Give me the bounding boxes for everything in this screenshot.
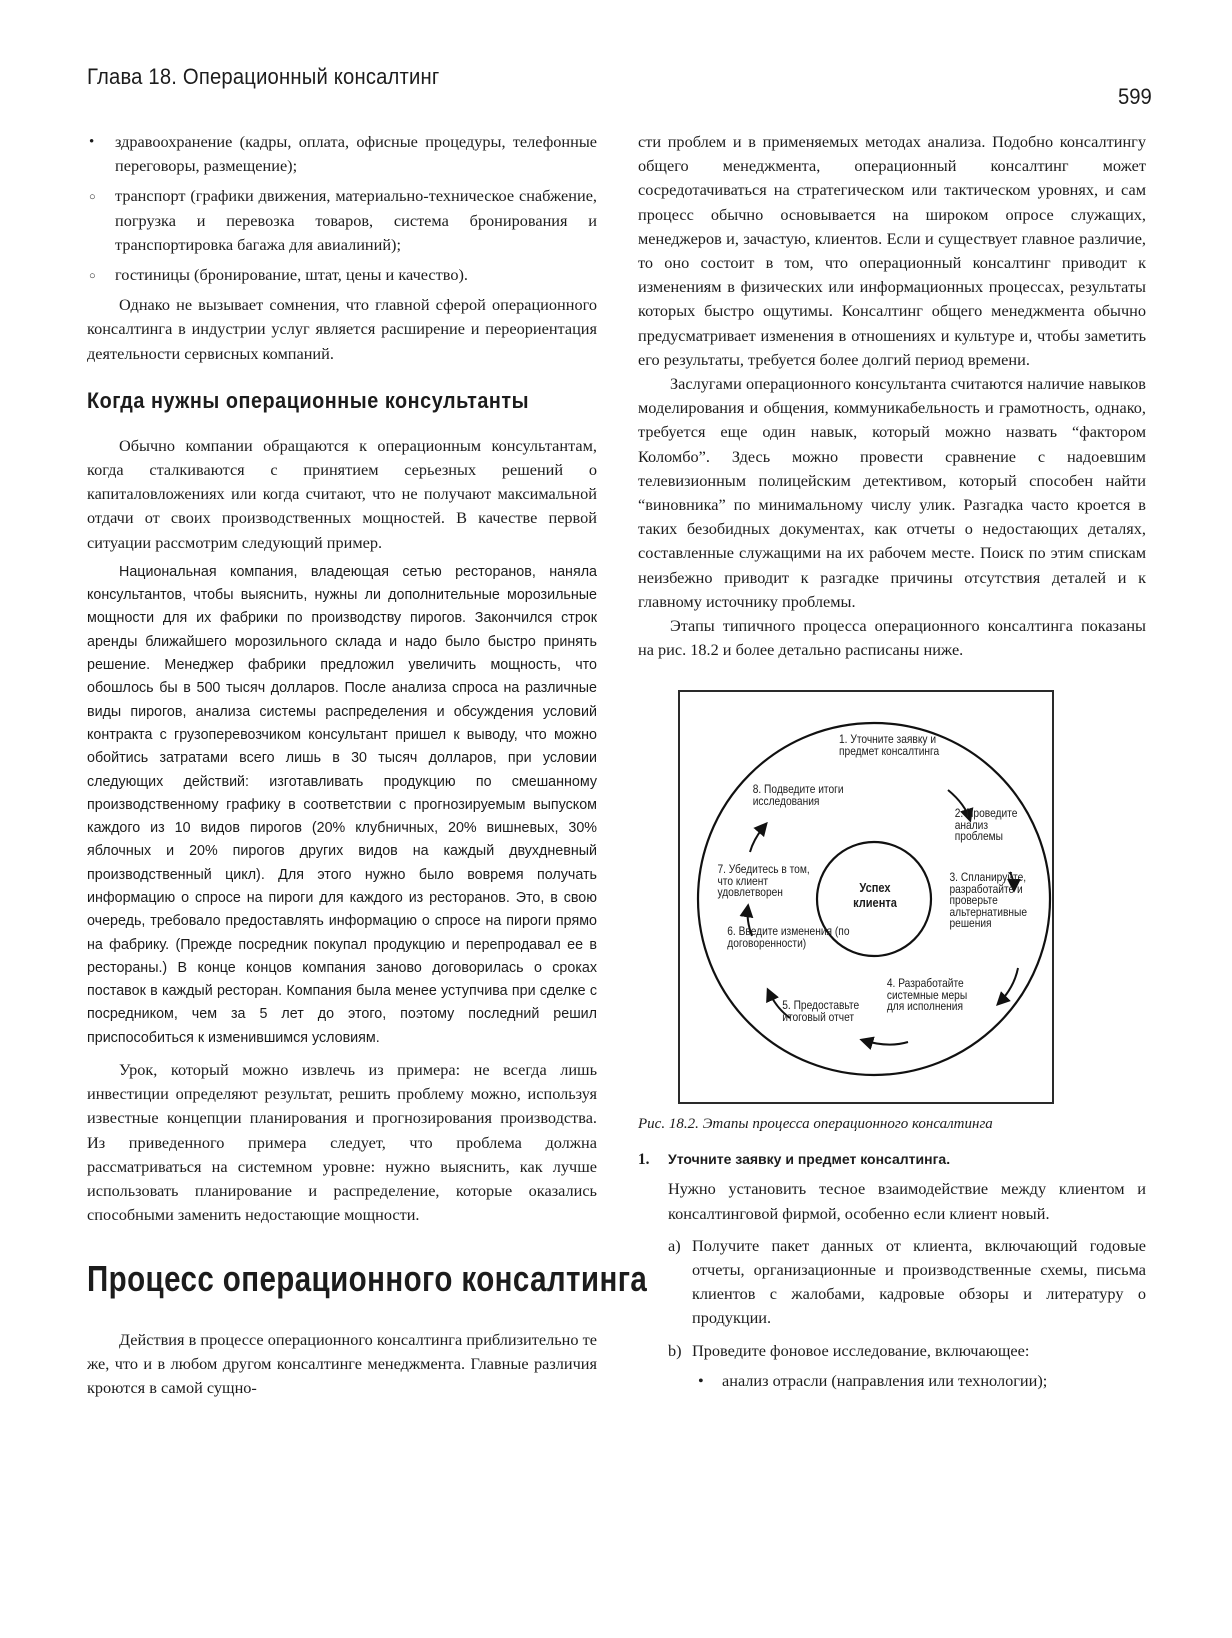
arrow-7-8	[750, 824, 766, 852]
subitem-b-text: Проведите фоновое исследование, включающее:	[692, 1340, 1030, 1360]
figure-step-7: 7. Убедитесь в том, что клиент удовлетворен	[717, 862, 810, 900]
arrow-4-5	[862, 1040, 908, 1045]
paragraph-stages-ref: Этапы типичного процесса операционного консалтинга показаны на рис. 18.2 и более детально расписаны ниже.	[638, 616, 1146, 660]
step-1-heading	[638, 1151, 1146, 1169]
figure-step-3: 3. Спланируйте, разработайте и проверьте альтернативные решения	[949, 870, 1028, 931]
step-1-number: 1.	[638, 1151, 650, 1169]
right-column	[638, 130, 1146, 1393]
subitem-b-bullet-text: анализ отрасли (направления или технологии);	[722, 1370, 1048, 1390]
example-pie-factory: Национальная компания, владеющая сетью ресторанов, наняла консультантов, чтобы выяснить, нужны ли дополнительные морозильные мощности для их фабрики по производству пирогов. Закончился строк аренды ближайшего морозильного склада и надо было быстро принять решение. Менеджер фабрики предложил увеличить мощность, что обошлось бы в 500 тысяч долларов. После анализа спроса на различные виды пирогов, анализа системы распределения и обсуждения условий контракта с грузоперевозчиком консультант пришел к выводу, что можно обойтись затратами всего лишь в 30 тысяч долларов, при условии следующих действий: изготавливать продукцию по смешанному производственному графику в соответствии с прогнозируемым выпуском каждого из 10 видов пирогов (20% клубничных, 20% вишневых, 30% яблочных и 20% пирогов других видов на каждый двухдневный производственный цикл). Для этого нужно было вовремя получать информацию о спросе на пироги для каждого из ресторанов. Это, в свою очередь, требовало предоставлять информацию о спросе на пироги прямо на фабрику. (Прежде посредник покупал продукцию и перепродавал ее в рестораны.) В конце концов компания заново договорилась о сроках поставок в каждый ресторан. Компания была менее уступчива при сделке с посредником, чем за 5 лет до этого, поэтому последний решил приспособиться к изменившимся условиям.	[87, 563, 597, 1046]
paragraph-services: Однако не вызывает сомнения, что главной сферой операционного консалтинга в индустрии услуг является расширение и переориентация деятельности сервисных компаний.	[87, 295, 597, 363]
figure-caption: Рис. 18.2. Этапы процесса операционного консалтинга	[638, 1116, 993, 1133]
subitem-a-text: Получите пакет данных от клиента, включающий годовые отчеты, организационные и производственные схемы, письма клиентов с жалобами, кадровые обзоры и литературу о продукции.	[692, 1235, 1146, 1328]
subitem-a-label: а)	[668, 1235, 681, 1255]
bullet-item-transport: ○ транспорт (графики движения, материально-техническое снабжение, погрузка и перевозка товаров, система бронирования и транспортировка багажа для авиалиний);	[87, 184, 597, 257]
left-column	[87, 130, 648, 1400]
figure-step-1: 1. Уточните заявку и предмет консалтинга	[839, 732, 940, 758]
arrow-3-4	[998, 968, 1018, 1004]
step-1-text: Нужно установить тесное взаимодействие между клиентом и консалтинговой фирмой, особенно если клиент новый.	[668, 1179, 1146, 1223]
paragraph-columbo: Заслугами операционного консультанта считаются наличие навыков моделирования и общения, коммуникабельность и грамотность, однако, требуется еще один навык, который можно назвать “фактором Коломбо”. Здесь можно провести сравнение с надоевшим телевизионным полицейским детективом, который способен найти “виновника” по минимальному числу улик. Разгадка часто кроется в таких безобидных документах, как отчеты о недостающих деталях, составленные служащими на их рабочем месте. Поиск по этим спискам неизбежно приводит к разгадке причины отсутствия деталей и к главному источнику проблемы.	[638, 374, 1146, 611]
industry-bullet-list	[87, 130, 597, 287]
page-number: 599	[1118, 84, 1152, 109]
figure-center-label: Успех клиента	[853, 880, 897, 911]
bullet-item-hotels: ○ гостиницы (бронирование, штат, цены и качество).	[87, 263, 597, 287]
bullet-item-healthcare: • здравоохранение (кадры, оплата, офисные процедуры, телефонные переговоры, размещение);	[87, 130, 597, 178]
paragraph-when: Обычно компании обращаются к операционным консультантам, когда сталкиваются с принятием серьезных решений о капиталовложениях или когда считают, что не получают максимальной отдачи от своих производственных мощностей. В качестве первой ситуации рассмотрим следующий пример.	[87, 435, 597, 552]
figure-step-5: 5. Предоставьте итоговый отчет	[782, 998, 860, 1024]
subitem-b-bullet	[698, 1369, 1146, 1393]
figure-step-2: 2. Проведите анализ проблемы	[954, 806, 1018, 844]
figure-process-cycle	[678, 690, 1054, 1104]
paragraph-lesson: Урок, который можно извлечь из примера: не всегда лишь инвестиции определяют результат, решить проблему можно, используя известные концепции планирования и прогнозирования производства. Из приведенного примера следует, что проблема должна рассматриваться на системном уровне: нужно выяснить, как лучше использовать планирование и распределение, которые оказались способными заменить недостающие мощности.	[87, 1060, 597, 1225]
figure-step-8: 8. Подведите итоги исследования	[752, 782, 844, 808]
bullet-dot-icon: •	[698, 1370, 704, 1390]
figure-step-4: 4. Разработайте системные меры для исполнения	[886, 976, 968, 1014]
section-heading-process: Процесс операционного консалтинга	[87, 1257, 648, 1299]
paragraph-process-intro: Действия в процессе операционного консалтинга приблизительно те же, что и в любом другом консалтинге менеджмента. Главные различия кроются в самой сущно-	[87, 1329, 597, 1397]
step-1-sublist	[668, 1234, 1146, 1393]
subitem-b-label: b)	[668, 1340, 682, 1360]
figure-step-6: 6. Введите изменения (по договоренности)	[727, 924, 850, 950]
section-heading-when: Когда нужны операционные консультанты	[87, 387, 530, 413]
paragraph-differences: сти проблем и в применяемых методах анализа. Подобно консалтингу общего менеджмента, операционный консалтинг может сосредотачиваться на стратегическом или тактическом уровнях, и сам процесс обычно основывается на широком опросе служащих, менеджеров и, зачастую, клиентов. Если и существует главное различие, то оно состоит в том, что операционный консалтинг приводит к изменениям в физических или информационных процессах, результаты которых быстро ощутимы. Консалтинг общего менеджмента обычно предусматривает изменения в отношениях и культуре и, чтобы заметить его результаты, требуется более долгий период времени.	[638, 132, 1146, 369]
running-head: Глава 18. Операционный консалтинг	[87, 64, 440, 89]
subitem-a	[668, 1234, 1146, 1331]
subitem-b	[668, 1339, 1146, 1363]
step-1-title: Уточните заявку и предмет консалтинга.	[668, 1151, 951, 1168]
